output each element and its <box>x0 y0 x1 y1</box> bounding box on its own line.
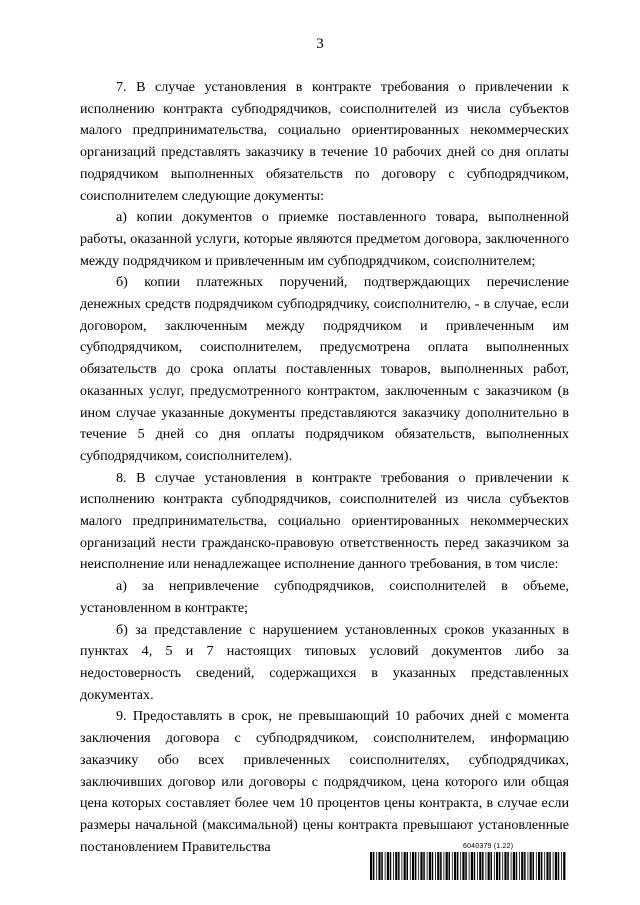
paragraph-8a: а) за непривлечение субподрядчиков, соисполнителей в объеме, установленном в контракте; <box>80 578 569 616</box>
page-number: 3 <box>316 36 324 52</box>
paragraph-7b: б) копии платежных поручений, подтверждающих перечисление денежных средств подрядчиком субподрядчику, соисполнителю, - в случае, если договором, заключенным между подрядчиком и привлеченным им субподрядчиком, соисполнителем, предусмотрена оплата выполненных обязательств до срока оплаты поставленных товаров, выполненных работ, оказанных услуг, предусмотренного контрактом, заключенным с заказчиком (в ином случае указанные документы представляются заказчику дополнительно в течение 5 дней со дня оплаты подрядчиком обязательств, выполненных субподрядчиком, соисполнителем). <box>80 274 569 464</box>
paragraph-7a: а) копии документов о приемке поставленного товара, выполненной работы, оказанной услуги, которые являются предметом договора, заключенного между подрядчиком и привлеченным им субподрядчиком, соисполнителем; <box>80 209 569 269</box>
document-code: 6040379 (1.22) <box>463 843 514 850</box>
paragraph-8: 8. В случае установления в контракте требования о привлечении к исполнению контракта субподрядчиков, соисполнителей из числа субъектов малого предпринимательства, социально ориентированных некоммерческих организаций нести гражданско-правовую ответственность перед заказчиком за неисполнение или ненадлежащее исполнение данного требования, в том числе: <box>80 469 569 573</box>
barcode <box>370 852 566 880</box>
paragraph-7: 7. В случае установления в контракте требования о привлечении к исполнению контракта субподрядчиков, соисполнителей из числа субъектов малого предпринимательства, социально ориентированных некоммерческих организаций представлять заказчику в течение 10 рабочих дней со дня оплаты подрядчиком выполненных обязательств по договору с субподрядчиком, соисполнителем следующие документы: <box>80 79 569 204</box>
paragraph-9: 9. Предоставлять в срок, не превышающий 10 рабочих дней с момента заключения договора с субподрядчиком, соисполнителем, информацию заказчику обо всех привлеченных соисполнителях, субподрядчиках, заключивших договор или договоры с подрядчиком, цена которого или общая цена которых составляет более чем 10 процентов цены контракта, в случае если размеры начальной (максимальной) цены контракта превышают установленные постановлением Правительства <box>80 708 569 855</box>
document-body <box>80 77 569 858</box>
paragraph-8b: б) за представление с нарушением установленных сроков указанных в пунктах 4, 5 и 7 настоящих типовых условий документов либо за недостоверность сведений, содержащихся в указанных представленных документах. <box>80 621 569 703</box>
